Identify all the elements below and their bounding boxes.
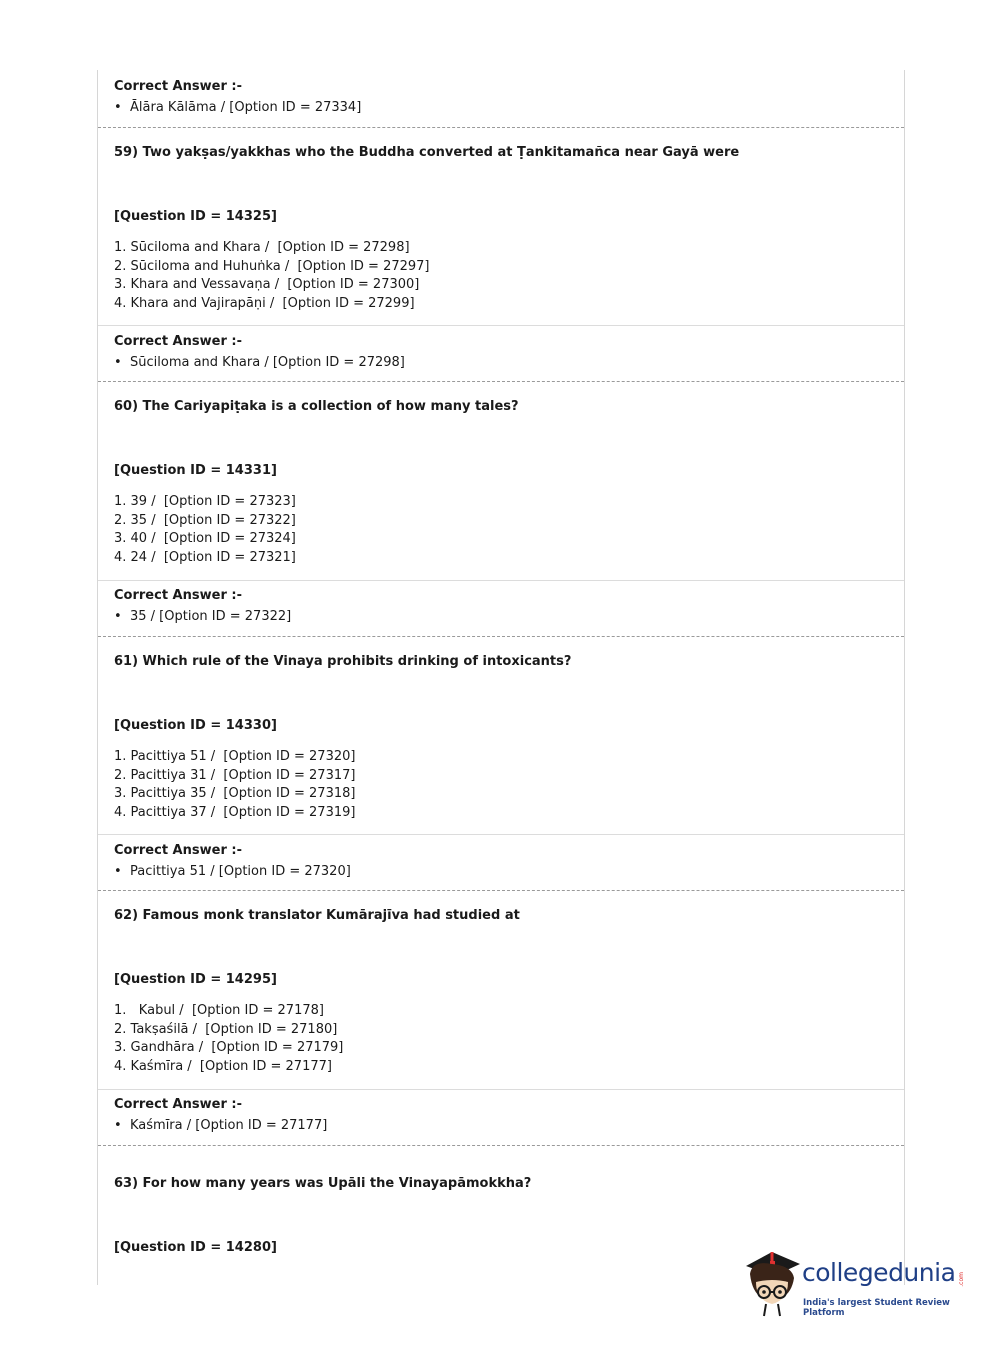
answer-divider [98,580,904,581]
option-item: 3. Pacittiya 35 / [Option ID = 27318] [114,786,356,801]
question-text: 60) The Cariyapiṭaka is a collection of how many tales? [114,399,519,414]
correct-answer-item [114,864,351,879]
correct-answer-text: Ālāra Kālāma / [Option ID = 27334] [130,100,362,115]
option-item: 3. Khara and Vessavaṇa / [Option ID = 27300] [114,277,420,292]
correct-answer-item [114,609,291,624]
option-item: 1. Pacittiya 51 / [Option ID = 27320] [114,749,356,764]
bullet-icon: • [114,355,122,370]
correct-answer-label: Correct Answer :- [114,588,242,603]
option-item: 3. Gandhāra / [Option ID = 27179] [114,1040,344,1055]
collegedunia-logo [742,1248,972,1318]
question-text: 59) Two yakṣas/yakkhas who the Buddha converted at Ṭankitamañca near Gayā were [114,145,740,160]
correct-answer-text: Kaśmīra / [Option ID = 27177] [130,1118,328,1133]
option-item: 1. Kabul / [Option ID = 27178] [114,1003,324,1018]
bullet-icon: • [114,864,122,879]
question-separator [98,381,904,382]
options-list [114,1002,343,1076]
correct-answer-text: 35 / [Option ID = 27322] [130,609,292,624]
option-item: 2. Sūciloma and Huhuṅka / [Option ID = 27297] [114,258,430,274]
option-item: 4. Khara and Vajirapāṇi / [Option ID = 27299] [114,295,415,311]
correct-answer-label: Correct Answer :- [114,334,242,349]
option-item: 4. Kaśmīra / [Option ID = 27177] [114,1058,332,1074]
question-id: [Question ID = 14295] [114,972,277,987]
correct-answer-item [114,100,361,115]
options-list [114,493,296,567]
option-item: 4. Pacittiya 37 / [Option ID = 27319] [114,804,356,820]
question-separator [98,890,904,891]
exam-page [97,70,905,1285]
question-separator [98,1145,904,1146]
option-item: 2. 35 / [Option ID = 27322] [114,512,296,528]
logo-wordmark: collegedunia [802,1258,956,1287]
question-text: 61) Which rule of the Vinaya prohibits drinking of intoxicants? [114,654,572,669]
question-id: [Question ID = 14325] [114,209,277,224]
correct-answer-text: Pacittiya 51 / [Option ID = 27320] [130,864,351,879]
options-list [114,239,430,313]
bullet-icon: • [114,100,122,115]
question-id: [Question ID = 14331] [114,463,277,478]
correct-answer-label: Correct Answer :- [114,79,242,94]
logo-tagline: India's largest Student Review Platform [803,1298,950,1318]
option-item: 2. Pacittiya 31 / [Option ID = 27317] [114,767,356,783]
answer-divider [98,325,904,326]
option-item: 1. Sūciloma and Khara / [Option ID = 27298] [114,240,410,255]
logo-suffix: .com [958,1272,965,1287]
correct-answer-text: Sūciloma and Khara / [Option ID = 27298] [130,355,405,370]
option-item: 2. Takṣaśilā / [Option ID = 27180] [114,1021,338,1037]
bullet-icon: • [114,609,122,624]
question-separator [98,636,904,637]
question-text: 62) Famous monk translator Kumārajīva had studied at [114,908,520,923]
option-item: 4. 24 / [Option ID = 27321] [114,549,296,565]
option-item: 1. 39 / [Option ID = 27323] [114,494,296,509]
correct-answer-item [114,1118,327,1133]
correct-answer-label: Correct Answer :- [114,843,242,858]
mascot-icon [742,1248,804,1318]
correct-answer-label: Correct Answer :- [114,1097,242,1112]
answer-divider [98,1089,904,1090]
question-text: 63) For how many years was Upāli the Vinayapāmokkha? [114,1176,532,1191]
question-id: [Question ID = 14280] [114,1240,277,1255]
correct-answer-item [114,355,405,370]
option-item: 3. 40 / [Option ID = 27324] [114,531,296,546]
answer-divider [98,834,904,835]
bullet-icon: • [114,1118,122,1133]
question-id: [Question ID = 14330] [114,718,277,733]
options-list [114,748,355,822]
question-separator [98,127,904,128]
